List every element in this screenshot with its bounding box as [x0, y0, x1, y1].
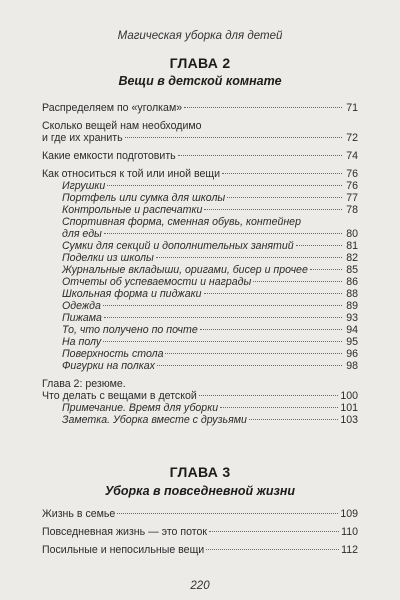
- dot-leader: [157, 365, 342, 366]
- dot-leader: [222, 173, 342, 174]
- dot-leader: [184, 107, 342, 108]
- toc-entry-title: Заметка. Уборка вместе с друзьями: [62, 414, 247, 426]
- toc-entry-title: Поделки из школы: [62, 252, 154, 264]
- dot-leader: [249, 419, 338, 420]
- toc-entry: [42, 120, 358, 144]
- toc-entry-title: Распределяем по «уголкам»: [42, 102, 183, 114]
- chapter-2-toc: [42, 102, 358, 426]
- toc-entry-page: 112: [341, 544, 358, 556]
- toc-entry: [42, 204, 358, 216]
- toc-entry: [42, 348, 358, 360]
- toc-entry-title: Школьная форма и пиджаки: [62, 288, 202, 300]
- toc-entry-page: 100: [340, 390, 358, 402]
- dot-leader: [200, 329, 342, 330]
- toc-entry-page: 76: [346, 168, 358, 180]
- toc-entry: [42, 192, 358, 204]
- toc-entry: [42, 288, 358, 300]
- toc-entry-title: Контрольные и распечатки: [62, 204, 203, 216]
- chapter-3-label: ГЛАВА 3: [169, 464, 231, 480]
- toc-entry-title: Что делать с вещами в детской: [42, 390, 197, 402]
- toc-entry-title: Игрушки: [62, 180, 106, 192]
- toc-entry: [42, 336, 358, 348]
- toc-entry: [42, 150, 358, 162]
- dot-leader: [178, 155, 342, 156]
- toc-entry-page: 85: [346, 264, 358, 276]
- toc-entry-page: 72: [346, 132, 358, 144]
- chapter-3-title: Уборка в повседневной жизни: [104, 484, 296, 498]
- toc-entry: [42, 276, 358, 288]
- toc-entry: [42, 544, 358, 556]
- toc-entry-page: 96: [346, 348, 358, 360]
- dot-leader: [104, 233, 342, 234]
- dot-leader: [125, 137, 342, 138]
- toc-entry: [42, 414, 358, 426]
- dot-leader: [165, 353, 342, 354]
- toc-entry-page: 76: [346, 180, 358, 192]
- chapter-2-title: Вещи в детской комнате: [118, 74, 282, 88]
- toc-entry: [42, 526, 358, 538]
- dot-leader: [117, 513, 338, 514]
- toc-entry: [42, 264, 358, 276]
- toc-entry: [42, 180, 358, 192]
- dot-leader: [206, 549, 339, 550]
- toc-entry-title: Журнальные вкладыши, оригами, бисер и прочее: [62, 264, 308, 276]
- toc-entry-title: Фигурки на полках: [62, 360, 155, 372]
- toc-entry-page: 95: [346, 336, 358, 348]
- toc-entry-page: 80: [346, 228, 358, 240]
- toc-entry: [42, 324, 358, 336]
- toc-entry-title: и где их хранить: [42, 132, 123, 144]
- toc-entry-page: 86: [346, 276, 358, 288]
- toc-entry: [42, 300, 358, 312]
- toc-entry-page: 94: [346, 324, 358, 336]
- toc-entry-title: Примечание. Время для уборки: [62, 402, 219, 414]
- toc-entry-page: 78: [346, 204, 358, 216]
- dot-leader: [103, 341, 342, 342]
- page-number: 220: [190, 580, 210, 592]
- toc-entry-page: 74: [346, 150, 358, 162]
- toc-entry-title: Как относиться к той или иной вещи: [42, 168, 221, 180]
- toc-entry-page: 93: [346, 312, 358, 324]
- toc-entry-page: 77: [346, 192, 358, 204]
- dot-leader: [204, 293, 343, 294]
- dot-leader: [199, 395, 339, 396]
- toc-entry-title: На полу: [62, 336, 102, 348]
- toc-entry-page: 103: [340, 414, 358, 426]
- toc-entry: [42, 102, 358, 114]
- toc-entry-title: Отчеты об успеваемости и награды: [62, 276, 252, 288]
- dot-leader: [209, 531, 339, 532]
- toc-entry-title: Одежда: [62, 300, 101, 312]
- toc-entry: [42, 378, 358, 402]
- dot-leader: [156, 257, 342, 258]
- toc-entry-title: Поверхность стола: [62, 348, 164, 360]
- toc-entry-page: 101: [340, 402, 358, 414]
- dot-leader: [296, 245, 342, 246]
- toc-entry-page: 98: [346, 360, 358, 372]
- toc-entry-first-line: Глава 2: резюме.: [42, 378, 126, 390]
- toc-entry-page: 109: [340, 508, 358, 520]
- toc-entry: [42, 402, 358, 414]
- chapter-3-toc: [42, 508, 358, 556]
- chapter-3-heading: [42, 464, 358, 498]
- dot-leader: [103, 305, 342, 306]
- toc-entry-page: 82: [346, 252, 358, 264]
- toc-entry: [42, 240, 358, 252]
- toc-entry-title: То, что получено по почте: [62, 324, 198, 336]
- toc-entry-title: Сумки для секций и дополнительных занятий: [62, 240, 294, 252]
- dot-leader: [107, 185, 342, 186]
- toc-entry-page: 89: [346, 300, 358, 312]
- toc-entry-title: для еды: [62, 228, 102, 240]
- running-head: Магическая уборка для детей: [117, 30, 283, 42]
- toc-entry-title: Какие емкости подготовить: [42, 150, 176, 162]
- dot-leader: [227, 197, 342, 198]
- toc-entry: [42, 168, 358, 180]
- toc-entry-page: 81: [346, 240, 358, 252]
- chapter-2-label: ГЛАВА 2: [169, 55, 231, 71]
- toc-entry-first-line: Сколько вещей нам необходимо: [42, 120, 202, 132]
- dot-leader: [253, 281, 342, 282]
- toc-entry: [42, 508, 358, 520]
- dot-leader: [310, 269, 342, 270]
- toc-entry: [42, 252, 358, 264]
- dot-leader: [104, 317, 342, 318]
- toc-entry-title: Посильные и непосильные вещи: [42, 544, 205, 556]
- toc-entry: [42, 360, 358, 372]
- toc-entry-page: 88: [346, 288, 358, 300]
- toc-entry: [42, 216, 358, 240]
- dot-leader: [204, 209, 342, 210]
- chapter-2-heading: [42, 55, 358, 88]
- toc-entry-title: Пижама: [62, 312, 102, 324]
- dot-leader: [220, 407, 338, 408]
- toc-entry-page: 71: [346, 102, 358, 114]
- toc-entry-first-line: Спортивная форма, сменная обувь, контейнер: [62, 216, 301, 228]
- toc-entry-title: Жизнь в семье: [42, 508, 116, 520]
- toc-entry-title: Повседневная жизнь — это поток: [42, 526, 208, 538]
- toc-entry-title: Портфель или сумка для школы: [62, 192, 226, 204]
- toc-entry-page: 110: [341, 526, 358, 538]
- toc-entry: [42, 312, 358, 324]
